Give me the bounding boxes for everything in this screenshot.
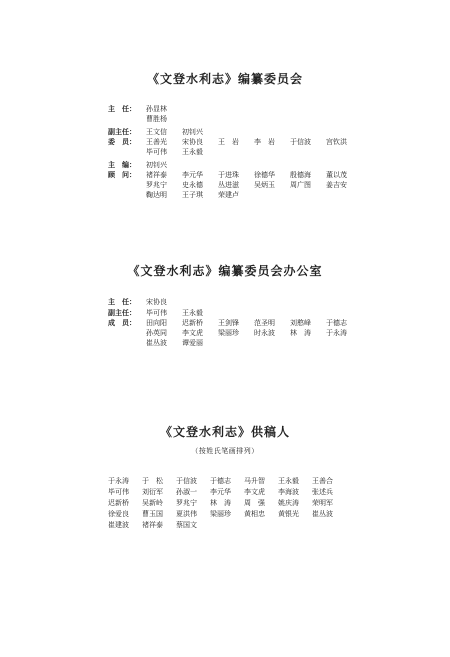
person-name: 王永毅 xyxy=(182,309,203,317)
contributor-name: 毕可伟 xyxy=(108,488,129,496)
contributor-name: 蔡国文 xyxy=(176,521,197,529)
person-name: 曹胜杨 xyxy=(146,115,167,123)
section-title: 《文登水利志》编纂委员会 xyxy=(146,72,303,86)
contributor-row xyxy=(108,487,346,498)
person-name: 初钊兴 xyxy=(146,161,167,169)
contributor-name: 荣明军 xyxy=(312,499,333,507)
person-name: 孙英同 xyxy=(146,329,167,337)
name-list xyxy=(146,338,218,348)
contributor-name: 周 强 xyxy=(244,499,265,507)
person-name: 王永毅 xyxy=(182,148,203,156)
contributor-name: 梁丽珍 xyxy=(210,510,231,518)
role-label: 主 编： xyxy=(108,160,136,169)
person-name: 王善光 xyxy=(146,138,167,146)
name-list xyxy=(146,114,182,124)
section-title: 《文登水利志》供稿人 xyxy=(159,425,290,439)
contributor-name: 褚祥泰 xyxy=(142,521,163,529)
person-name: 史永德 xyxy=(182,181,203,189)
name-list xyxy=(146,170,362,180)
name-list xyxy=(146,180,362,190)
name-list xyxy=(146,328,362,338)
contributor-name: 马升智 xyxy=(244,477,265,485)
section-subtitle: （按姓氏笔画排列） xyxy=(191,447,259,455)
name-list xyxy=(146,318,362,328)
person-name: 迟新桥 xyxy=(182,319,203,327)
name-list xyxy=(146,160,182,170)
name-list xyxy=(146,127,218,137)
role-label: 副主任： xyxy=(108,308,136,317)
person-name: 孙显林 xyxy=(146,105,167,113)
name-list xyxy=(146,137,362,147)
person-name: 宋协良 xyxy=(182,138,203,146)
person-name: 初钊兴 xyxy=(182,128,203,136)
contributor-name: 于 松 xyxy=(142,477,163,485)
role-label: 主 任： xyxy=(108,297,136,306)
person-name: 宋协良 xyxy=(146,298,167,306)
contributor-row xyxy=(108,520,346,531)
person-name: 鞠达明 xyxy=(146,191,167,199)
contributor-name: 曹玉国 xyxy=(142,510,163,518)
name-list xyxy=(146,308,218,318)
person-name: 王文信 xyxy=(146,128,167,136)
person-name: 褚祥泰 xyxy=(146,171,167,179)
person-name: 刘憨峰 xyxy=(290,319,311,327)
contributor-name: 张述兵 xyxy=(312,488,333,496)
person-name: 李元华 xyxy=(182,171,203,179)
person-name: 王 岩 xyxy=(218,138,239,146)
role-label: 顾 问： xyxy=(108,170,136,179)
person-name: 殷德海 xyxy=(290,171,311,179)
contributor-name: 刘衍军 xyxy=(142,488,163,496)
contributor-name: 于信波 xyxy=(176,477,197,485)
person-name: 毕可伟 xyxy=(146,309,167,317)
person-name: 宫钦洪 xyxy=(326,138,347,146)
person-name: 姜吉安 xyxy=(326,181,347,189)
contributor-name: 王永毅 xyxy=(278,477,299,485)
section-title: 《文登水利志》编纂委员会办公室 xyxy=(127,264,323,278)
person-name: 徐德华 xyxy=(254,171,275,179)
person-name: 田向阳 xyxy=(146,319,167,327)
name-list xyxy=(146,190,254,200)
role-label: 主 任： xyxy=(108,104,136,113)
person-name: 崔丛波 xyxy=(146,339,167,347)
person-name: 罗兆宁 xyxy=(146,181,167,189)
person-name: 范圣明 xyxy=(254,319,275,327)
name-list xyxy=(146,147,218,157)
person-name: 荣建卢 xyxy=(218,191,239,199)
contributor-name: 林 涛 xyxy=(210,499,231,507)
contributor-name: 李海波 xyxy=(278,488,299,496)
contributor-name: 迟新桥 xyxy=(108,499,129,507)
person-name: 林 涛 xyxy=(290,329,311,337)
name-list xyxy=(146,297,182,307)
person-name: 毕可伟 xyxy=(146,148,167,156)
person-name: 丛进滋 xyxy=(218,181,239,189)
person-name: 于进珠 xyxy=(218,171,239,179)
person-name: 时永波 xyxy=(254,329,275,337)
contributor-name: 李文虎 xyxy=(244,488,265,496)
person-name: 梁丽珍 xyxy=(218,329,239,337)
contributor-name: 黄银光 xyxy=(278,510,299,518)
contributor-name: 吴新岭 xyxy=(142,499,163,507)
person-name: 李 岩 xyxy=(254,138,275,146)
person-name: 于永涛 xyxy=(326,329,347,337)
person-name: 于信波 xyxy=(290,138,311,146)
contributor-name: 罗兆宁 xyxy=(176,499,197,507)
contributor-grid xyxy=(108,476,346,531)
contributor-name: 崔建波 xyxy=(108,521,129,529)
contributor-name: 孙淑一 xyxy=(176,488,197,496)
contributor-name: 崔丛波 xyxy=(312,510,333,518)
contributor-name: 于永涛 xyxy=(108,477,129,485)
person-name: 周广图 xyxy=(290,181,311,189)
contributor-row xyxy=(108,498,346,509)
person-name: 吴炳玉 xyxy=(254,181,275,189)
contributor-name: 徐爱良 xyxy=(108,510,129,518)
person-name: 王剑锋 xyxy=(218,319,239,327)
contributor-name: 黄相忠 xyxy=(244,510,265,518)
contributor-name: 李元华 xyxy=(210,488,231,496)
person-name: 李文虎 xyxy=(182,329,203,337)
person-name: 于德志 xyxy=(326,319,347,327)
role-label: 副主任： xyxy=(108,127,136,136)
person-name: 王子琪 xyxy=(182,191,203,199)
contributor-name: 王善合 xyxy=(312,477,333,485)
person-name: 董以茂 xyxy=(326,171,347,179)
contributor-name: 夏洪伟 xyxy=(176,510,197,518)
contributor-row xyxy=(108,476,346,487)
person-name: 谭爱丽 xyxy=(182,339,203,347)
contributor-row xyxy=(108,509,346,520)
contributor-name: 姚庆涛 xyxy=(278,499,299,507)
role-label: 成 员： xyxy=(108,318,136,327)
role-label: 委 员： xyxy=(108,137,136,146)
name-list xyxy=(146,104,182,114)
contributor-name: 于德志 xyxy=(210,477,231,485)
